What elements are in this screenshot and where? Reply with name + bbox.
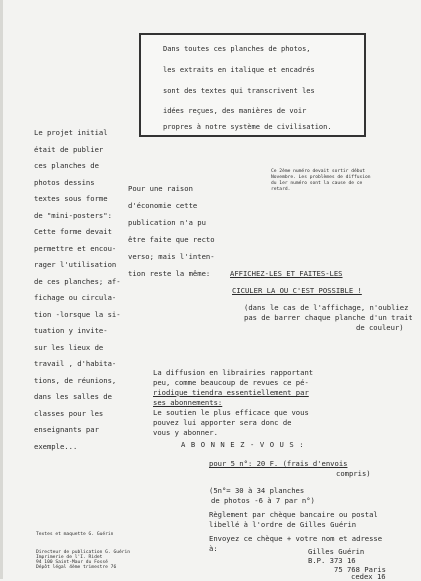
diffusion-line: Le soutien le plus efficace que vous bbox=[153, 408, 309, 417]
send-line: à: bbox=[209, 544, 218, 553]
middle-column-line: Pour une raison bbox=[128, 184, 193, 193]
left-column-line: permettre et encou- bbox=[34, 244, 117, 253]
imprint-line: Imprimerie de l'I. Ridet bbox=[36, 555, 103, 560]
imprint-line: Dépôt légal 4ème trimestre 76 bbox=[36, 565, 117, 570]
left-column-line: tions, de réunions, bbox=[34, 376, 117, 385]
box-line: Dans toutes ces planches de photos, bbox=[163, 45, 311, 53]
imprint-line: Directeur de publication G. Guérin bbox=[36, 550, 131, 555]
imprint-line: 94 100 Saint-Maur du Fossé bbox=[36, 560, 108, 565]
diffusion-line: riodique tiendra essentiellement par bbox=[153, 388, 309, 397]
diffusion-line: peu, comme beaucoup de revues ce pé- bbox=[153, 378, 309, 387]
middle-column-line: être faite que recto bbox=[128, 235, 215, 244]
left-column-line: Le projet initial bbox=[34, 128, 108, 137]
subscribe-heading: A B O N N E Z - V O U S : bbox=[181, 440, 305, 449]
left-column-line: tion -lorsque la si- bbox=[34, 310, 121, 319]
numbers-line: (5n°= 30 à 34 planches bbox=[209, 486, 305, 495]
payment-line: Règlement par chèque bancaire ou postal bbox=[209, 510, 378, 519]
diffusion-line: pouvez lui apporter sera donc de bbox=[153, 418, 292, 427]
left-column-line: travail , d'habita- bbox=[34, 359, 117, 368]
middle-column-line: tion reste la même: bbox=[128, 269, 211, 278]
box-line: idées reçues, des manières de voir bbox=[163, 107, 307, 115]
scan-edge bbox=[0, 0, 3, 579]
middle-column-line: publication n'a pu bbox=[128, 218, 206, 227]
diffusion-line: vous y abonner. bbox=[153, 428, 218, 437]
numbers-line: de photos -6 à 7 par n°) bbox=[211, 496, 315, 505]
left-column-line: Cette forme devait bbox=[34, 227, 112, 236]
framed-text-box bbox=[139, 33, 366, 137]
left-column-line: fichage ou circula- bbox=[34, 293, 117, 302]
send-line: Envoyez ce chèque + votre nom et adresse bbox=[209, 534, 383, 543]
price-line: pour 5 n°: 20 F. (frais d'envois bbox=[209, 459, 348, 468]
diffusion-line: ses abonnements: bbox=[153, 398, 223, 407]
address-line: Gilles Guérin bbox=[308, 547, 365, 556]
side-note-line: retard. bbox=[271, 187, 291, 192]
left-column-line: rager l'utilisation bbox=[34, 260, 117, 269]
left-column-line: était de publier bbox=[34, 145, 104, 154]
parenthetical-line: (dans le cas de l'affichage, n'oubliez bbox=[244, 303, 409, 312]
left-column-line: classes pour les bbox=[34, 409, 104, 418]
left-column-line: de "mini-posters": bbox=[34, 211, 112, 220]
middle-column-line: d'économie cette bbox=[128, 201, 198, 210]
box-line: les extraits en italique et encadrés bbox=[163, 66, 315, 74]
slogan-line-2: CICULER LA OU C'EST POSSIBLE ! bbox=[232, 286, 362, 295]
parenthetical-line: de couleur) bbox=[356, 323, 404, 332]
left-column-line: textes sous forme bbox=[34, 194, 108, 203]
diffusion-line: La diffusion en librairies rapportant bbox=[153, 368, 314, 377]
left-column-line: tuation y invite- bbox=[34, 326, 108, 335]
left-column-line: sur les lieux de bbox=[34, 343, 104, 352]
slogan-line-1: AFFICHEZ-LES ET FAITES-LES bbox=[230, 269, 343, 278]
side-note-line: Ce 2ème numéro devait sortir début bbox=[271, 169, 366, 174]
payment-line: libellé à l'ordre de Gilles Guérin bbox=[209, 520, 357, 529]
left-column-line: enseignants par bbox=[34, 425, 99, 434]
address-line: 75 768 Paris bbox=[334, 565, 386, 574]
box-line: sont des textes qui transcrivent les bbox=[163, 87, 315, 95]
left-column-line: de ces planches; af- bbox=[34, 277, 121, 286]
left-column-line: photos dessins bbox=[34, 178, 95, 187]
box-line: propres à notre système de civilisation. bbox=[163, 123, 332, 131]
left-column-line: exemple... bbox=[34, 442, 78, 451]
credits-line: Textes et maquette G. Guérin bbox=[36, 532, 114, 537]
address-line: B.P. 373 16 bbox=[308, 556, 356, 565]
side-note-line: Novembre. Les problèmes de diffusion bbox=[271, 175, 371, 180]
left-column-line: dans les salles de bbox=[34, 392, 112, 401]
middle-column-line: verso; mais l'inten- bbox=[128, 252, 215, 261]
left-column-line: ces planches de bbox=[34, 161, 99, 170]
side-note-line: du 1er numéro sont la cause de ce bbox=[271, 181, 363, 186]
parenthetical-line: pas de barrer chaque planche d'un trait bbox=[244, 313, 413, 322]
address-line: cedex 16 bbox=[351, 572, 386, 581]
price-line: compris) bbox=[336, 469, 371, 478]
